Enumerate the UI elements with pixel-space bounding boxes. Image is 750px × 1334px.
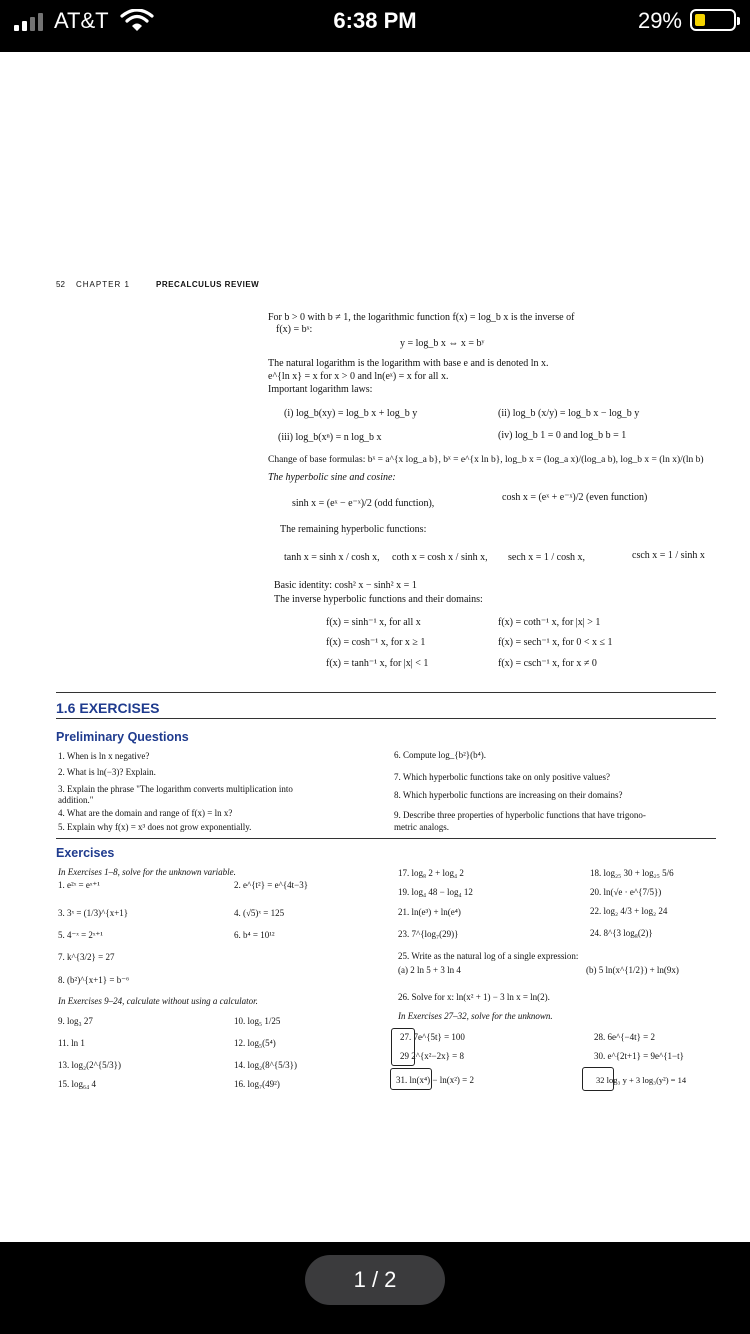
divider (56, 692, 716, 693)
exercise-item: 23. 7^{log₇(29)} (398, 929, 459, 939)
log-law: (iv) log_b 1 = 0 and log_b b = 1 (498, 430, 627, 441)
inverse-hyperbolic: f(x) = tanh⁻¹ x, for |x| < 1 (326, 658, 429, 669)
preliminary-question: 9. Describe three properties of hyperbolic functions that have trigono- (394, 810, 646, 820)
exercise-item: 29 2^{x²−2x} = 8 (400, 1051, 464, 1061)
chapter-label: CHAPTER 1 (76, 280, 130, 289)
battery-icon (690, 9, 736, 31)
exercise-item: 26. Solve for x: ln(x² + 1) − 3 ln x = ln(2). (398, 992, 550, 1002)
clock: 6:38 PM (333, 8, 417, 33)
hyperbolic-formula: coth x = cosh x / sinh x, (392, 552, 488, 563)
exercise-item: 25. Write as the natural log of a single expression: (398, 951, 579, 961)
exercise-item: 17. log₈ 2 + log₄ 2 (398, 868, 464, 878)
exercise-item: 9. log₃ 27 (58, 1016, 93, 1026)
summary-line: For b > 0 with b ≠ 1, the logarithmic function f(x) = log_b x is the inverse of (268, 312, 575, 323)
exercise-item: 16. log₇(49²) (234, 1079, 280, 1089)
section-title: 1.6 EXERCISES (56, 700, 160, 716)
inverse-hyperbolic: f(x) = sech⁻¹ x, for 0 < x ≤ 1 (498, 637, 613, 648)
exercise-item: 19. log₄ 48 − log₄ 12 (398, 887, 473, 897)
exercise-item: 8. (b²)^{x+1} = b⁻⁶ (58, 975, 130, 985)
exercise-item: 31. ln(x⁴) − ln(x²) = 2 (396, 1075, 474, 1085)
hyperbolic-formula: cosh x = (eˣ + e⁻ˣ)/2 (even function) (502, 492, 648, 503)
log-law: (ii) log_b (x/y) = log_b x − log_b y (498, 408, 640, 419)
exercise-item: 2. e^{t²} = e^{4t−3} (234, 880, 309, 890)
exercises-title: Exercises (56, 846, 115, 860)
summary-line: Change of base formulas: bˣ = a^{x log_a b}, bˣ = e^{x ln b}, log_b x = (log_a x)/(log_a b), log_b x = (ln x)/(ln b) (268, 455, 704, 465)
summary-line: The remaining hyperbolic functions: (280, 524, 427, 535)
exercise-item: 6. b⁴ = 10¹² (234, 930, 275, 940)
exercise-item: (a) 2 ln 5 + 3 ln 4 (398, 965, 461, 975)
preliminary-question: 3. Explain the phrase "The logarithm converts multiplication into (58, 784, 293, 794)
page-indicator: 1 / 2 (305, 1255, 445, 1305)
preliminary-question: 8. Which hyperbolic functions are increasing on their domains? (394, 790, 623, 800)
handwritten-box (390, 1068, 432, 1090)
status-bar (0, 0, 750, 40)
hyperbolic-formula: sinh x = (eˣ − e⁻ˣ)/2 (odd function), (292, 498, 435, 509)
exercise-item: 20. ln(√e · e^{7/5}) (590, 887, 662, 897)
exercise-item: 22. log₂ 4/3 + log₂ 24 (590, 906, 668, 916)
inverse-hyperbolic: f(x) = coth⁻¹ x, for |x| > 1 (498, 617, 601, 628)
divider (56, 718, 716, 719)
hyperbolic-formula: sech x = 1 / cosh x, (508, 552, 586, 563)
carrier-label: AT&T (54, 8, 109, 33)
preliminary-question: addition." (58, 795, 94, 805)
exercise-item: 12. log₅(5⁴) (234, 1038, 276, 1048)
exercise-item: 21. ln(e³) + ln(e⁴) (398, 907, 461, 917)
preliminary-question: 4. What are the domain and range of f(x) = ln x? (58, 808, 233, 818)
inverse-hyperbolic: f(x) = cosh⁻¹ x, for x ≥ 1 (326, 637, 426, 648)
preliminary-question: metric analogs. (394, 822, 449, 832)
instructions: In Exercises 27–32, solve for the unknown. (398, 1011, 553, 1021)
log-law: (iii) log_b(xⁿ) = n log_b x (278, 432, 382, 443)
exercise-item: 4. (√5)ˣ = 125 (234, 908, 285, 918)
handwritten-box (582, 1067, 614, 1091)
exercise-item: 3. 3ˣ = (1/3)^{x+1} (58, 908, 129, 918)
exercise-item: 18. log₂₅ 30 + log₂₅ 5/6 (590, 868, 674, 878)
divider (56, 838, 716, 839)
battery-percentage: 29% (637, 8, 682, 33)
exercise-item: 7. k^{3/2} = 27 (58, 952, 115, 962)
handwritten-box (391, 1028, 415, 1066)
document-page[interactable] (0, 52, 750, 1242)
page-number: 52 (56, 280, 65, 289)
exercise-item: 13. log₂(2^{5/3}) (58, 1060, 121, 1070)
preliminary-question: 6. Compute log_{b²}(b⁴). (394, 750, 486, 760)
hyperbolic-formula: csch x = 1 / sinh x (632, 550, 705, 561)
summary-line: Important logarithm laws: (268, 384, 373, 395)
preliminary-question: 1. When is ln x negative? (58, 751, 150, 761)
exercise-item: 27. 7e^{5t} = 100 (400, 1032, 465, 1042)
inverse-hyperbolic: f(x) = sinh⁻¹ x, for all x (326, 617, 421, 628)
hyperbolic-formula: tanh x = sinh x / cosh x, (284, 552, 380, 563)
exercise-item: 10. log₅ 1/25 (234, 1016, 281, 1026)
preliminary-question: 7. Which hyperbolic functions take on only positive values? (394, 772, 611, 782)
exercise-item: 1. e²ˣ = eˣ⁺¹ (58, 880, 100, 890)
inverse-hyperbolic: f(x) = csch⁻¹ x, for x ≠ 0 (498, 658, 597, 669)
exercise-item: 24. 8^{3 log₈(2)} (590, 928, 653, 938)
preliminary-question: 2. What is ln(−3)? Explain. (58, 767, 156, 777)
summary-formula: y = log_b x ⇔ x = bʸ (400, 338, 485, 349)
exercise-item: 30. e^{2t+1} = 9e^{1−t} (594, 1051, 684, 1061)
summary-line: The natural logarithm is the logarithm with base e and is denoted ln x. (268, 358, 549, 369)
chapter-title: PRECALCULUS REVIEW (156, 280, 260, 289)
exercise-item: 14. log₂(8^{5/3}) (234, 1060, 297, 1070)
summary-line: The hyperbolic sine and cosine: (268, 472, 396, 483)
preliminary-title: Preliminary Questions (56, 730, 189, 744)
exercise-item: 15. log₆₄ 4 (58, 1079, 97, 1089)
exercise-item: 5. 4⁻ˣ = 2ˣ⁺¹ (58, 930, 103, 940)
summary-line: Basic identity: cosh² x − sinh² x = 1 (274, 580, 417, 591)
summary-line: The inverse hyperbolic functions and their domains: (274, 594, 483, 605)
log-law: (i) log_b(xy) = log_b x + log_b y (284, 408, 418, 419)
instructions: In Exercises 1–8, solve for the unknown variable. (58, 867, 236, 877)
summary-line: e^{ln x} = x for x > 0 and ln(eˣ) = x for all x. (268, 371, 449, 382)
exercise-item: 32 log₃ y + 3 log₃(y²) = 14 (596, 1075, 687, 1085)
preliminary-question: 5. Explain why f(x) = x³ does not grow exponentially. (58, 822, 252, 832)
exercise-item: (b) 5 ln(x^{1/2}) + ln(9x) (586, 965, 679, 975)
instructions: In Exercises 9–24, calculate without using a calculator. (58, 996, 258, 1006)
summary-line: f(x) = bˣ: (276, 324, 313, 335)
exercise-item: 28. 6e^{−4t} = 2 (594, 1032, 656, 1042)
exercise-item: 11. ln 1 (58, 1038, 85, 1048)
